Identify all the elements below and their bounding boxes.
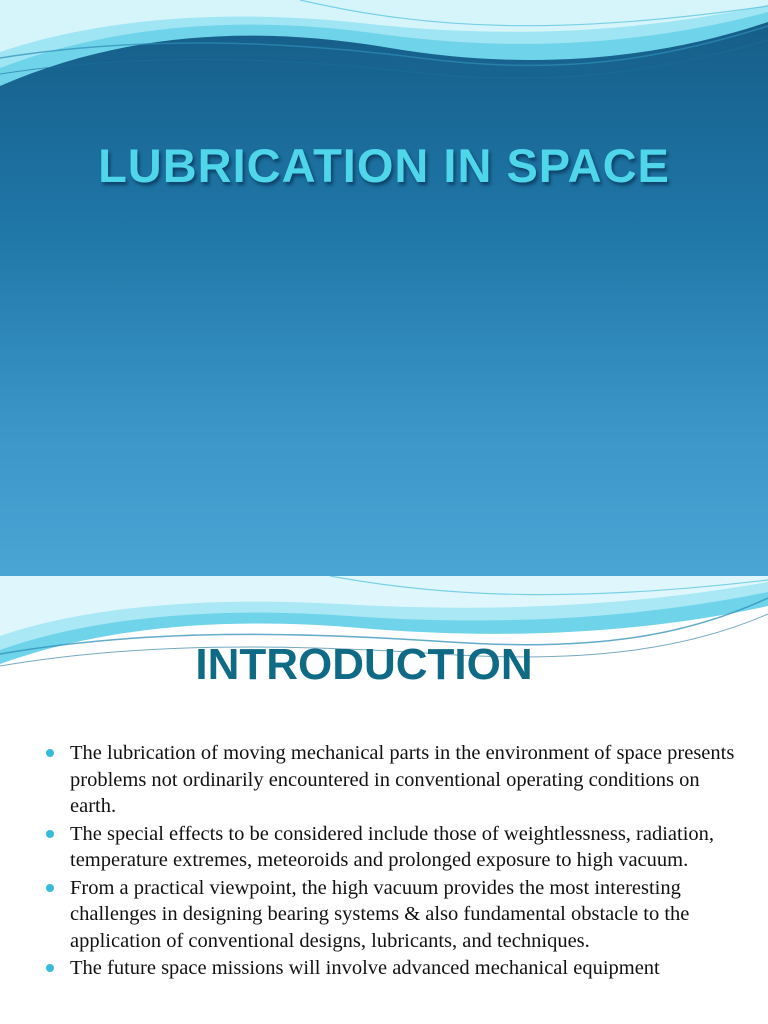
bullet-dot-icon xyxy=(46,964,54,972)
bullet-list xyxy=(44,740,744,983)
slide-title: LUBRICATION IN SPACE xyxy=(98,139,670,192)
bullet-text: From a practical viewpoint, the high vacuum provides the most interesting challenges in designing bearing systems & also fundamental obstacle to the application of conventional designs, lubricants, and techniques. xyxy=(70,876,690,952)
bullet-item xyxy=(44,821,744,874)
bullet-text: The future space missions will involve advanced mechanical equipment xyxy=(70,957,660,979)
bullet-text: The special effects to be considered include those of weightlessness, radiation, temperature extremes, meteoroids and prolonged exposure to high vacuum. xyxy=(70,822,715,871)
bullet-item xyxy=(44,955,744,982)
bullet-text: The lubrication of moving mechanical parts in the environment of space presents problems not ordinarily encountered in conventional operating conditions on earth. xyxy=(70,742,735,817)
bullet-dot-icon xyxy=(46,749,54,757)
introduction-slide xyxy=(0,576,768,1024)
bullet-item xyxy=(44,740,744,820)
slide-title: INTRODUCTION xyxy=(195,640,533,689)
bullet-dot-icon xyxy=(46,884,54,892)
bullet-item xyxy=(44,875,744,955)
bullet-dot-icon xyxy=(46,830,54,838)
